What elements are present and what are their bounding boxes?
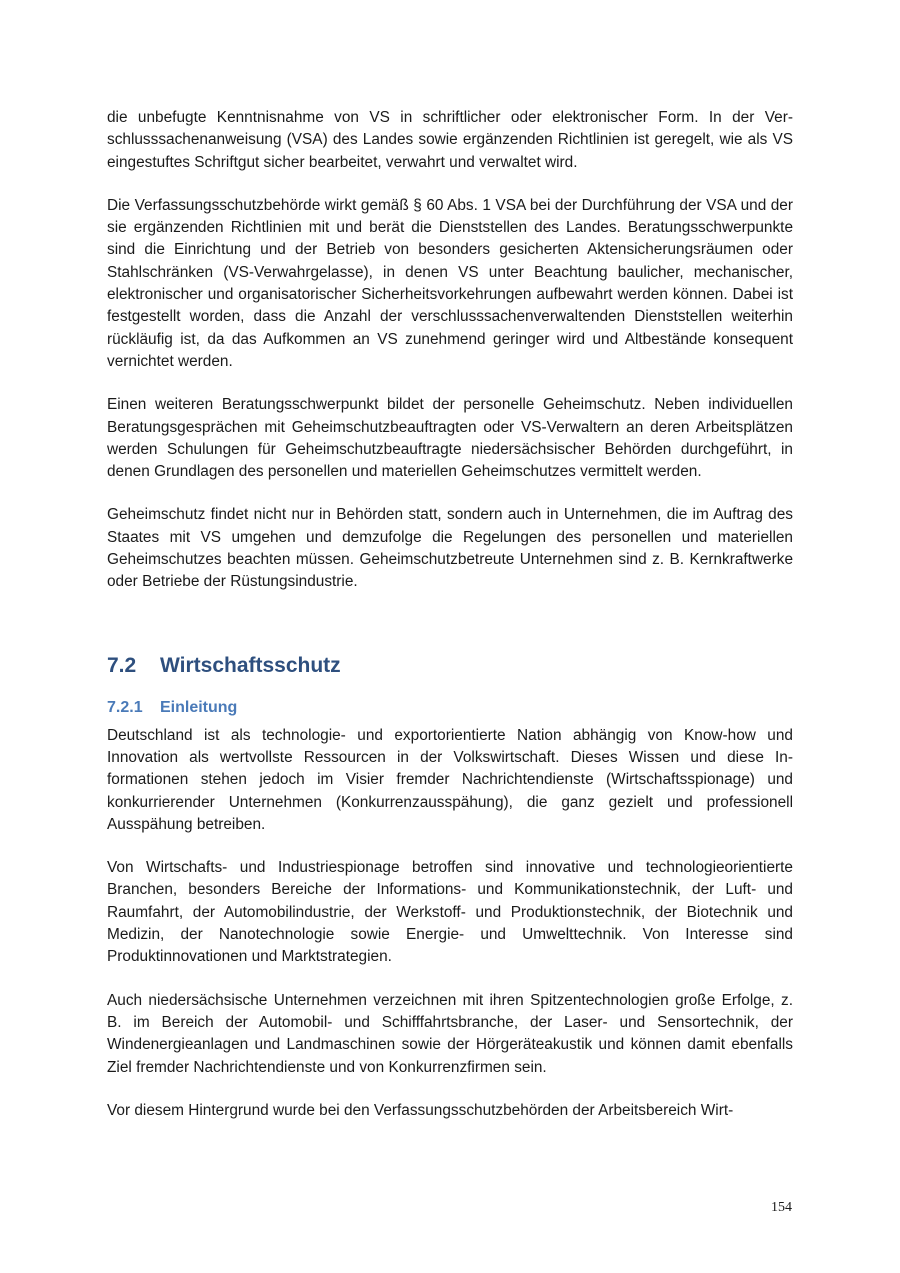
paragraph: Einen weiteren Beratungsschwerpunkt bildet der personelle Geheimschutz. Neben individuellen Beratungsgesprächen mit Geheimschutzbeauftragten oder VS-Verwaltern an deren Arbeitsplätzen werden Schulungen für Geheimschutzbeauftragte niedersächsischer Behörden durchgeführt, in denen Grundlagen des personellen und materiellen Geheimschutzes vermittelt werden. (107, 396, 793, 481)
subsection-number: 7.2.1 (107, 698, 143, 716)
page-number: 154 (771, 1200, 792, 1215)
paragraph: Deutschland ist als technologie- und exportorientierte Nation abhängig von Know-how und Innovation als wertvollste Ressourcen in der Volkswirtschaft. Dieses Wissen und diese Informationen stehen jedoch im Visier fremder Nachrichtendienste (Wirtschaftsspionage) und konkurrierender Unternehmen (Konkurrenzausspähung), die ganz gezielt und professionell Ausspähung betreiben. (107, 726, 793, 833)
subsection-heading (107, 697, 793, 719)
section-heading (107, 652, 793, 680)
paragraph: Auch niedersächsische Unternehmen verzeichnen mit ihren Spitzentechnologien große Erfolge, z. B. im Bereich der Automobil- und Schifffahrtsbranche, der Laser- und Sensortechnik, der Windenergieanlagen und Landmaschinen sowie der Hörgeräteakustik und können damit ebenfalls Ziel fremder Nachrichtendienste und von Konkurrenzfirmen sein. (107, 991, 793, 1076)
paragraph: Geheimschutz findet nicht nur in Behörden statt, sondern auch in Unternehmen, die im Auftrag des Staates mit VS umgehen und demzufolge die Regelungen des personellen und materiellen Geheimschutzes beachten müssen. Geheimschutzbetreute Unternehmen sind z. B. Kernkraftwerke oder Betriebe der Rüstungsindustrie. (107, 506, 793, 591)
paragraph: Von Wirtschafts- und Industriespionage betroffen sind innovative und technologieorientierte Branchen, besonders Bereiche der Informations- und Kommunikationstechnik, der Luft- und Raumfahrt, der Automobilindustrie, der Werkstoff- und Produktionstechnik, der Biotechnik und Medizin, der Nanotechnologie sowie Energie- und Umwelttechnik. Von Interesse sind Produktinnovationen und Marktstrategien. (107, 859, 793, 966)
page-body (107, 107, 793, 1122)
paragraph: die unbefugte Kenntnisnahme von VS in schriftlicher oder elektronischer Form. In der Verschlusssachenanweisung (VSA) des Landes sowie ergänzenden Richtlinien ist geregelt, wie als VS eingestuftes Schriftgut sicher bearbeitet, verwahrt und verwaltet wird. (107, 109, 793, 171)
subsection-title: Einleitung (160, 698, 238, 716)
paragraph: Die Verfassungsschutzbehörde wirkt gemäß § 60 Abs. 1 VSA bei der Durchführung der VSA und der sie ergänzenden Richtlinien mit und berät die Dienststellen des Landes. Beratungsschwerpunkte sind die Einrichtung und der Betrieb von besonders gesicherten Aktensicherungsräumen oder Stahlschränken (VS-Verwahrgelasse), in denen VS unter Beachtung baulicher, mechanischer, elektronischer und organisatorischer Sicherheitsvorkehrungen aufbewahrt werden können. Dabei ist festgestellt worden, dass die Anzahl der verschlusssachenverwaltenden Dienststellen weiterhin rückläufig ist, da das Aufkommen an VS zunehmend geringer wird und Altbestände konsequent vernichtet werden. (107, 196, 793, 370)
section-title: Wirtschaftsschutz (160, 653, 341, 677)
section-number: 7.2 (107, 653, 137, 677)
paragraph-continued: Vor diesem Hintergrund wurde bei den Verfassungsschutzbehörden der Arbeitsbereich Wirt- (107, 1101, 734, 1119)
